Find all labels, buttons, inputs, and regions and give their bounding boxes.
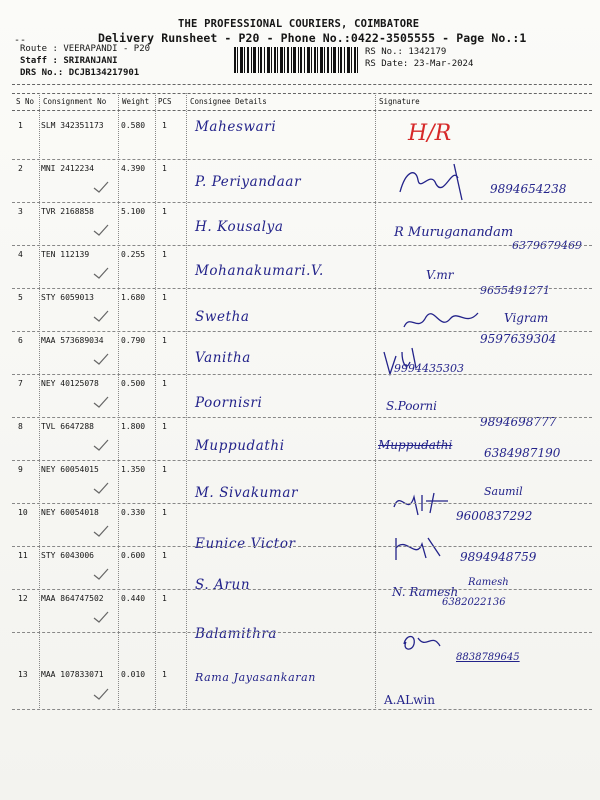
consignee-name: Balamithra xyxy=(195,626,278,642)
table-row xyxy=(0,590,600,663)
signature-cell xyxy=(372,590,597,663)
row-weight: 1.350 xyxy=(121,465,146,474)
row-consignment: NEY 60054018 xyxy=(41,508,99,517)
row-pcs: 1 xyxy=(162,121,167,130)
signature-cell xyxy=(372,117,597,160)
row-sno: 13 xyxy=(18,670,28,679)
consignee-name: Eunice Victor xyxy=(195,536,296,552)
signature-text: Saumil xyxy=(484,485,523,498)
barcode xyxy=(234,47,358,73)
row-pcs: 1 xyxy=(162,670,167,679)
row-sno: 9 xyxy=(18,465,23,474)
consignee-name: H. Kousalya xyxy=(195,219,284,235)
row-consignment: TVL 6647288 xyxy=(41,422,94,431)
signature-extra: Ramesh xyxy=(468,577,509,588)
signature-text: V.mr xyxy=(426,268,454,282)
signature-cell xyxy=(372,504,597,564)
signature-cell xyxy=(372,375,597,429)
check-mark-icon xyxy=(92,610,110,624)
consignee-name: P. Periyandaar xyxy=(195,174,302,190)
col-sno: S No xyxy=(16,97,35,106)
row-consignment: MAA 573689034 xyxy=(41,336,104,345)
row-weight: 0.330 xyxy=(121,508,146,517)
signature-cell xyxy=(372,418,597,461)
row-sno: 7 xyxy=(18,379,23,388)
row-pcs: 1 xyxy=(162,508,167,517)
check-mark-icon xyxy=(92,352,110,366)
rs-number: RS No.: 1342179 xyxy=(365,47,447,57)
row-consignment: NEY 60054015 xyxy=(41,465,99,474)
row-weight: 0.600 xyxy=(121,551,146,560)
row-sno: 8 xyxy=(18,422,23,431)
row-sno: 6 xyxy=(18,336,23,345)
row-pcs: 1 xyxy=(162,465,167,474)
signature-cell xyxy=(372,203,597,252)
row-pcs: 1 xyxy=(162,250,167,259)
signature-text: R Muruganandam xyxy=(394,225,514,240)
consignee-name: M. Sivakumar xyxy=(195,485,299,501)
row-weight: 0.500 xyxy=(121,379,146,388)
corner-mark: -- xyxy=(14,35,27,46)
company-title: THE PROFESSIONAL COURIERS, COIMBATORE xyxy=(178,18,420,30)
check-mark-icon xyxy=(92,567,110,581)
row-pcs: 1 xyxy=(162,336,167,345)
row-pcs: 1 xyxy=(162,594,167,603)
row-consignment: MNI 2412234 xyxy=(41,164,94,173)
col-consignee: Consignee Details xyxy=(190,97,267,106)
row-sno: 10 xyxy=(18,508,28,517)
route-label: Route : VEERAPANDI - P20 xyxy=(20,44,151,54)
table-row xyxy=(0,160,600,203)
signature-text: 9597639304 xyxy=(480,332,557,346)
signature-text: 9894654238 xyxy=(490,182,567,196)
consignee-name: S. Arun xyxy=(195,577,251,593)
signature-phone: 6382022136 xyxy=(442,597,506,608)
table-row xyxy=(0,246,600,297)
row-sno: 1 xyxy=(18,121,23,130)
row-pcs: 1 xyxy=(162,379,167,388)
row-pcs: 1 xyxy=(162,551,167,560)
check-mark-icon xyxy=(92,223,110,237)
col-consignment: Consignment No xyxy=(43,97,107,106)
signature-cell xyxy=(372,461,597,523)
signature-scribble-icon xyxy=(396,162,476,202)
row-consignment: STY 6059013 xyxy=(41,293,94,302)
signature-text: N. Ramesh xyxy=(392,585,459,599)
table-row xyxy=(0,633,600,710)
signature-text: Muppudathi xyxy=(378,438,453,452)
table-row xyxy=(0,203,600,252)
staff-label: Staff : SRIRANJANI xyxy=(20,56,118,66)
row-sno: 12 xyxy=(18,594,28,603)
signature-cell xyxy=(372,633,597,710)
header-rule xyxy=(12,93,592,94)
row-sno: 3 xyxy=(18,207,23,216)
drs-number: DRS No.: DCJB134217901 xyxy=(20,68,140,78)
table-row xyxy=(0,332,600,375)
row-sno: 5 xyxy=(18,293,23,302)
row-pcs: 1 xyxy=(162,293,167,302)
row-sno: 4 xyxy=(18,250,23,259)
consignee-name: Swetha xyxy=(195,309,250,325)
row-weight: 5.100 xyxy=(121,207,146,216)
signature-text: 9894948759 xyxy=(460,550,537,564)
row-sno: 11 xyxy=(18,551,28,560)
consignee-name: Poornisri xyxy=(195,395,263,411)
row-weight: 0.010 xyxy=(121,670,146,679)
signature-text: 8838789645 xyxy=(456,652,520,663)
row-consignment: MAA 107833071 xyxy=(41,670,104,679)
signature-phone: 6384987190 xyxy=(484,446,561,460)
row-consignment: SLM 342351173 xyxy=(41,121,104,130)
signature-cell xyxy=(372,246,597,297)
column-rule xyxy=(12,110,592,111)
check-mark-icon xyxy=(92,309,110,323)
row-weight: 0.255 xyxy=(121,250,146,259)
row-consignment: TVR 2168858 xyxy=(41,207,94,216)
signature-cell xyxy=(372,547,597,608)
row-weight: 1.680 xyxy=(121,293,146,302)
signature-text: A.ALwin xyxy=(384,693,435,707)
header-rule-top xyxy=(12,84,592,85)
col-signature: Signature xyxy=(379,97,420,106)
consignee-name: Mohanakumari.V. xyxy=(195,263,324,279)
row-consignment: MAA 864747502 xyxy=(41,594,104,603)
signature-phone: 9600837292 xyxy=(456,509,533,523)
row-weight: 1.800 xyxy=(121,422,146,431)
row-pcs: 1 xyxy=(162,422,167,431)
check-mark-icon xyxy=(92,266,110,280)
signature-phone: 9655491271 xyxy=(480,284,550,297)
check-mark-icon xyxy=(92,395,110,409)
consignee-name: Muppudathi xyxy=(195,438,285,454)
check-mark-icon xyxy=(92,524,110,538)
table-row xyxy=(0,418,600,461)
row-sno: 2 xyxy=(18,164,23,173)
row-weight: 0.440 xyxy=(121,594,146,603)
consignee-name: Rama Jayasankaran xyxy=(195,671,316,684)
check-mark-icon xyxy=(92,180,110,194)
signature-text: 9994435303 xyxy=(394,362,464,375)
signature-text: S.Poorni xyxy=(386,399,437,413)
signature-text: H/R xyxy=(408,121,452,146)
runsheet-subtitle: Delivery Runsheet - P20 - Phone No.:0422-3505555 - Page No.:1 xyxy=(98,31,527,45)
signature-cell xyxy=(372,332,597,375)
row-weight: 4.390 xyxy=(121,164,146,173)
check-mark-icon xyxy=(92,481,110,495)
row-pcs: 1 xyxy=(162,164,167,173)
row-separator xyxy=(12,709,592,710)
col-pcs: PCS xyxy=(158,97,172,106)
col-weight: Weight xyxy=(122,97,150,106)
table-row xyxy=(0,289,600,332)
row-consignment: TEN 112139 xyxy=(41,250,90,259)
signature-phone: 9894698777 xyxy=(480,415,557,429)
signature-cell xyxy=(372,160,597,203)
rs-date: RS Date: 23-Mar-2024 xyxy=(365,59,474,69)
signature-cell xyxy=(372,289,597,332)
table-row xyxy=(0,117,600,160)
consignee-name: Vanitha xyxy=(195,350,251,366)
signature-phone: 6379679469 xyxy=(512,239,582,252)
row-consignment: NEY 40125078 xyxy=(41,379,99,388)
row-pcs: 1 xyxy=(162,207,167,216)
signature-text: Vigram xyxy=(504,311,549,325)
row-consignment: STY 6043006 xyxy=(41,551,94,560)
row-weight: 0.790 xyxy=(121,336,146,345)
check-mark-icon xyxy=(92,687,110,701)
row-weight: 0.580 xyxy=(121,121,146,130)
consignee-name: Maheswari xyxy=(195,119,277,135)
check-mark-icon xyxy=(92,438,110,452)
